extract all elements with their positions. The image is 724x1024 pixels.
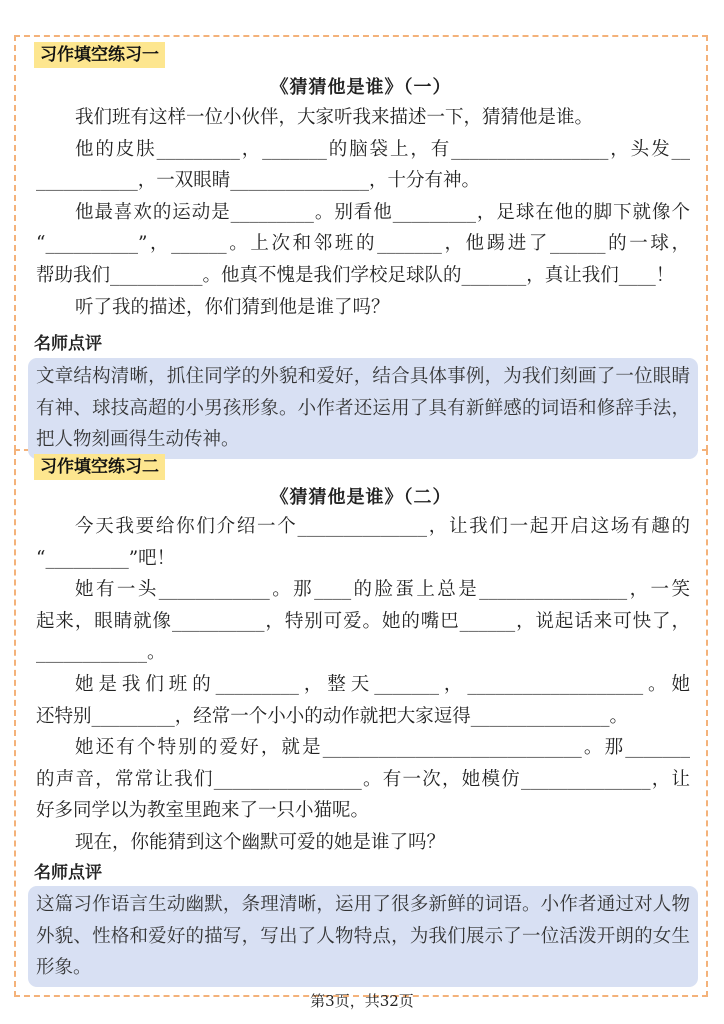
- text-segment: ，一双眼睛: [137, 170, 231, 192]
- text-segment: 。有一次，她模仿: [361, 768, 521, 790]
- fill-in-blank[interactable]: _______________: [470, 705, 610, 727]
- text-segment: 。上次和邻班的: [226, 233, 378, 255]
- fill-in-blank[interactable]: _______________: [230, 170, 370, 192]
- text-segment: 的脑袋上，有: [326, 138, 452, 160]
- text-segment: 她是我们班的: [75, 673, 216, 695]
- text-segment: ，整天: [298, 673, 375, 695]
- text-line: [36, 795, 690, 827]
- text-segment: 她还有个特别的爱好，就是: [75, 737, 323, 759]
- text-segment: ，一笑: [627, 579, 690, 601]
- fill-in-blank[interactable]: _________: [156, 138, 240, 160]
- text-segment: 的脸蛋上总是: [351, 579, 480, 601]
- text-segment: 。那: [269, 579, 315, 601]
- text-segment: 。别看他: [313, 201, 393, 223]
- text-segment: ”，: [137, 233, 172, 255]
- fill-in-blank[interactable]: ______: [171, 233, 227, 255]
- text-line: [36, 134, 690, 166]
- text-segment: 帮助我们: [36, 264, 111, 286]
- text-line: [36, 260, 690, 292]
- fill-in-blank[interactable]: ____________: [36, 642, 147, 664]
- exercise-badge: 习作填空练习二: [34, 454, 165, 480]
- text-segment: 还特别: [36, 705, 92, 727]
- fill-in-blank[interactable]: ___________________: [467, 673, 644, 695]
- text-segment: 他最喜欢的运动是: [75, 201, 231, 223]
- essay-body: [36, 102, 690, 323]
- text-segment: 听了我的描述，你们猜到他是谁了吗？: [75, 296, 390, 318]
- text-line: [36, 701, 690, 733]
- text-segment: 他的皮肤: [75, 138, 157, 160]
- fill-in-blank[interactable]: ________________: [213, 768, 362, 790]
- text-segment: 。那: [581, 737, 626, 759]
- review-heading: 名师点评: [34, 334, 102, 354]
- fill-in-blank[interactable]: ____: [314, 579, 352, 601]
- text-segment: ，: [438, 673, 468, 695]
- fill-in-blank[interactable]: ______: [550, 233, 606, 255]
- text-segment: ，真让我们: [526, 264, 619, 286]
- fill-in-blank[interactable]: _______: [461, 264, 527, 286]
- text-segment: 她有一头: [75, 579, 159, 601]
- fill-in-blank[interactable]: ________________: [479, 579, 628, 601]
- text-line: [36, 827, 690, 859]
- fill-in-blank[interactable]: _________: [91, 705, 175, 727]
- text-segment: “: [36, 547, 46, 569]
- fill-in-blank[interactable]: __________: [171, 610, 265, 632]
- text-segment: ，让: [650, 768, 690, 790]
- fill-in-blank[interactable]: _________: [45, 547, 129, 569]
- text-line: [36, 637, 690, 669]
- essay-body: [36, 511, 690, 859]
- text-segment: 。: [147, 642, 166, 664]
- text-segment: 。: [609, 705, 629, 727]
- essay-title: 《猜猜他是谁》（一）: [270, 77, 452, 98]
- fill-in-blank[interactable]: _______: [262, 138, 327, 160]
- text-line: [36, 511, 690, 543]
- text-segment: 的一球，: [605, 233, 690, 255]
- text-segment: 我们班有这样一位小伙伴，大家听我来描述一下，猜猜他是谁。: [75, 107, 594, 128]
- text-segment: ，十分有神。: [369, 170, 481, 192]
- text-segment: ，头发: [608, 138, 672, 160]
- text-segment: ！: [655, 264, 675, 286]
- review-heading: 名师点评: [34, 863, 102, 883]
- text-segment: ，特别可爱。她的嘴巴: [264, 610, 460, 632]
- text-segment: 现在，你能猜到这个幽默可爱的她是谁了吗？: [75, 831, 446, 853]
- fill-in-blank[interactable]: __________: [45, 233, 138, 255]
- text-segment: 今天我要给你们介绍一个: [75, 516, 298, 537]
- exercise-section-2: [14, 449, 708, 997]
- text-line: [36, 764, 690, 796]
- text-segment: “: [36, 233, 46, 255]
- page-number: 第3页，共32页: [310, 992, 414, 1010]
- text-segment: 。他真不愧是我们学校足球队的: [202, 264, 462, 286]
- text-line: [36, 197, 690, 229]
- text-line: [36, 574, 690, 606]
- fill-in-blank[interactable]: _______: [625, 737, 690, 759]
- text-line: [36, 228, 690, 260]
- fill-in-blank[interactable]: ____________: [158, 579, 270, 601]
- text-line: [36, 102, 690, 134]
- fill-in-blank[interactable]: ____________________________: [322, 737, 582, 759]
- fill-in-blank[interactable]: _________________: [451, 138, 609, 160]
- review-box: 这篇习作语言生动幽默，条理清晰，运用了很多新鲜的词语。小作者通过对人物外貌、性格和爱好的描写，写出了人物特点，为我们展示了一位活泼开朗的女生形象。: [28, 886, 698, 987]
- text-segment: ，让我们一起开启这场有趣的: [427, 516, 690, 537]
- review-box: 文章结构清晰，抓住同学的外貌和爱好，结合具体事例，为我们刻画了一位眼睛有神、球技高超的小男孩形象。小作者还运用了具有新鲜感的词语和修辞手法，把人物刻画得生动传神。: [28, 358, 698, 459]
- fill-in-blank[interactable]: _______: [374, 673, 439, 695]
- exercise-badge: 习作填空练习一: [34, 42, 165, 68]
- text-segment: ，足球在他的脚下就像个: [475, 201, 690, 223]
- fill-in-blank[interactable]: _________: [230, 201, 314, 223]
- text-segment: 。她: [643, 673, 690, 695]
- text-segment: ，经常一个小小的动作就把大家逗得: [174, 705, 471, 727]
- fill-in-blank[interactable]: ____: [618, 264, 656, 286]
- text-segment: ，说起话来可快了，: [515, 610, 690, 632]
- fill-in-blank[interactable]: _______: [377, 233, 442, 255]
- fill-in-blank[interactable]: ______________: [520, 768, 651, 790]
- text-segment: ”吧！: [128, 547, 176, 569]
- essay-title: 《猜猜他是谁》（二）: [270, 487, 452, 508]
- text-line: [36, 165, 690, 197]
- exercise-section-1: [14, 35, 708, 451]
- fill-in-blank[interactable]: _________: [392, 201, 476, 223]
- fill-in-blank[interactable]: ______: [459, 610, 516, 632]
- text-line: [36, 732, 690, 764]
- text-segment: ，他踢进了: [441, 233, 551, 255]
- fill-in-blank[interactable]: ___________: [36, 170, 138, 192]
- text-line: [36, 669, 690, 701]
- fill-in-blank[interactable]: _________: [215, 673, 299, 695]
- text-segment: 好多同学以为教室里跑来了一只小猫呢。: [36, 800, 370, 822]
- fill-in-blank[interactable]: __________: [110, 264, 203, 286]
- text-segment: 起来，眼睛就像: [36, 610, 172, 632]
- text-line: [36, 606, 690, 638]
- fill-in-blank[interactable]: ______________: [297, 516, 428, 537]
- text-line: [36, 292, 690, 324]
- text-line: [36, 543, 690, 575]
- fill-in-blank[interactable]: __: [671, 138, 690, 160]
- text-segment: ，: [239, 138, 263, 160]
- text-segment: 的声音，常常让我们: [36, 768, 214, 790]
